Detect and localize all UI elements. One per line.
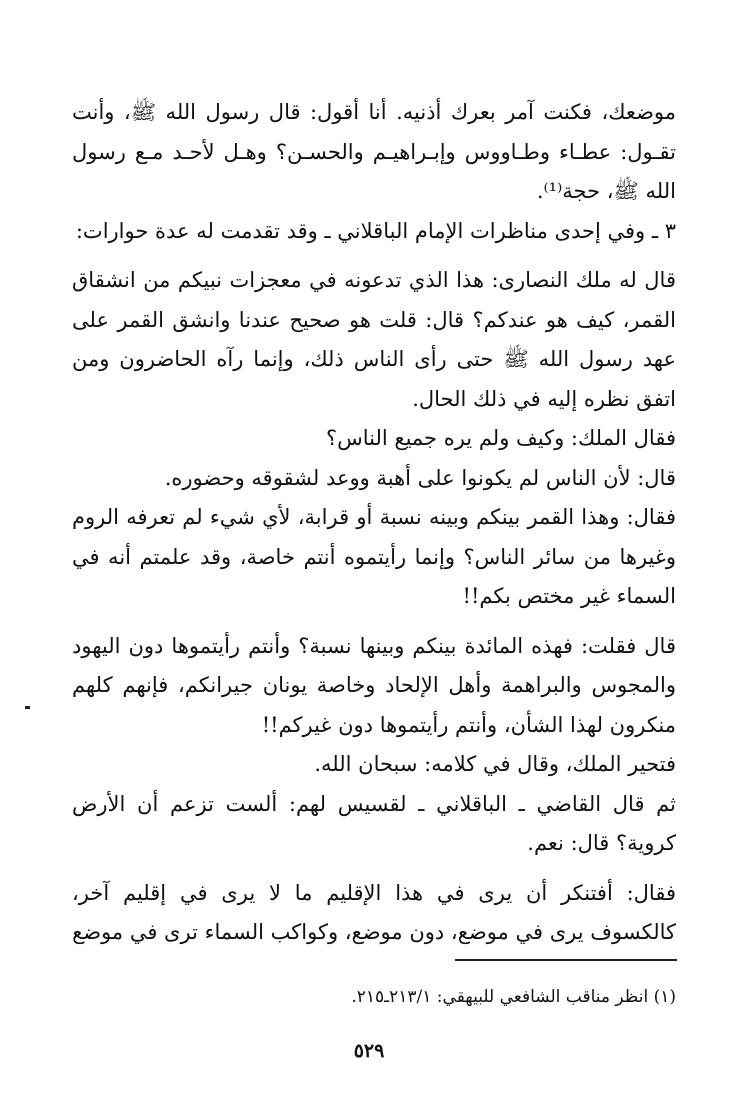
paragraph: قال فقلت: فهذه المائدة بينكم وبينها نسبة؟ وأنتم رأيتموها دون اليهود والمجوس والبراهمة وأهل الإلحاد وخاصة يونان جيرانكم، فإنهم كلهم منكرون لهذا الشأن، وأنتم رأيتموها دون غيركم!! <box>72 633 676 737</box>
footnote-divider <box>455 959 677 961</box>
paragraph: قال له ملك النصارى: هذا الذي تدعونه في معجزات نبيكم من انشقاق القمر، كيف هو عندكم؟ قال: قلت هو صحيح عندنا وانشق القمر على عهد رسول الله ﷺ حتى رأى الناس ذلك، وإنما رآه الحاضرون ومن اتفق نظره إليه في ذلك الحال. <box>72 268 676 411</box>
footnote: (١) انظر مناقب الشافعي للبيهقي: ٢١٣/١ـ٢١٥. <box>351 987 676 1007</box>
paragraph: فتحير الملك، وقال في كلامه: سبحان الله. <box>314 752 676 776</box>
paragraph: فقال: أفتنكر أن يرى في هذا الإقليم ما لا يرى في إقليم آخر، كالكسوف يرى في موضع، دون موضع، وكواكب السماء ترى في موضع <box>72 880 676 944</box>
paragraph: فقال: وهذا القمر بينكم وبينه نسبة أو قرابة، لأي شيء لم تعرفه الروم وغيرها من سائر الناس؟ وإنما رأيتموه أنتم خاصة، وقد علمتم أنه في السماء غير مختص بكم!! <box>72 505 676 608</box>
paragraph: ٣ ـ وفي إحدى مناظرات الإمام الباقلاني ـ وقد تقدمت له عدة حوارات: <box>75 218 676 243</box>
margin-mark <box>25 706 30 709</box>
page-number: ٥٢٩ <box>353 1040 385 1062</box>
paragraph: ثم قال القاضي ـ الباقلاني ـ لقسيس لهم: ألست تزعم أن الأرض كروية؟ قال: نعم. <box>72 791 676 855</box>
paragraph: فقال الملك: وكيف ولم يره جميع الناس؟ <box>325 426 676 450</box>
paragraph: قال: لأن الناس لم يكونوا على أهبة ووعد لشقوقه وحضوره. <box>164 465 676 490</box>
main-text <box>72 93 676 953</box>
paragraph: موضعك، فكنت آمر بعرك أذنيه. أنا أقول: قال رسول الله ﷺ، وأنت تقـول: عطـاء وطـاووس وإبـراهيـم والحسـن؟ وهـل لأحـد مـع رسول الله ﷺ، حجة⁽¹⁾. <box>72 100 676 203</box>
